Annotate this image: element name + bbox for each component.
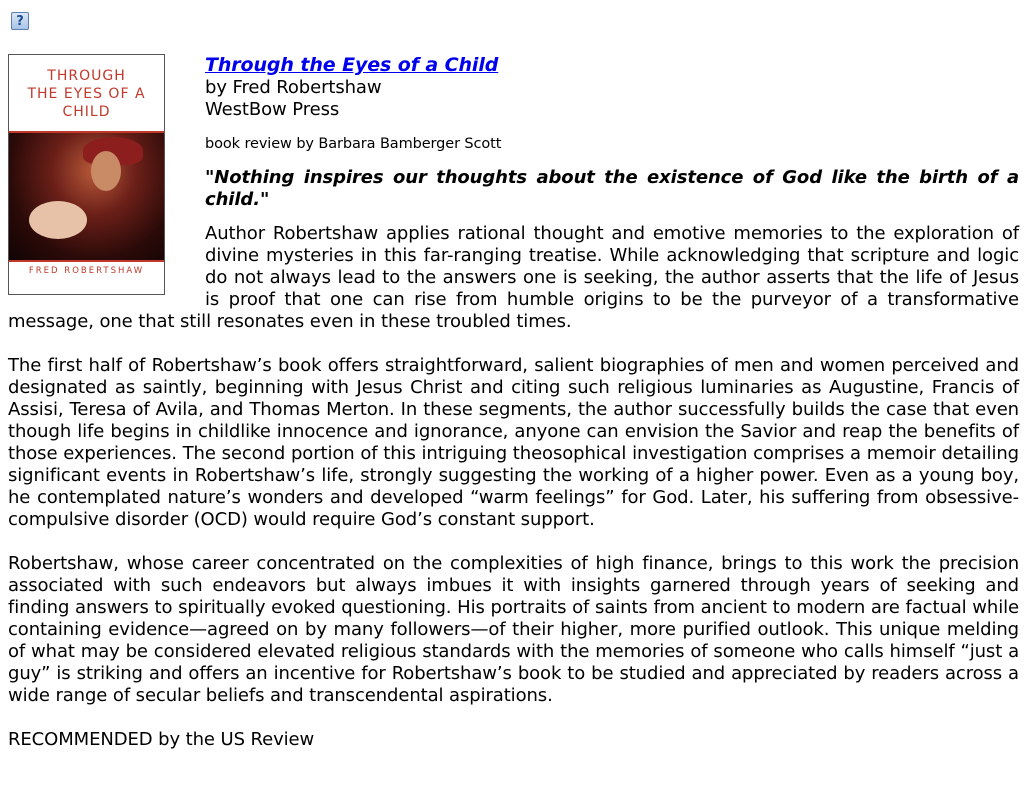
cover-title — [9, 67, 164, 121]
cover-photo — [9, 133, 164, 260]
recommendation: RECOMMENDED by the US Review — [8, 729, 315, 750]
book-title-link[interactable]: Through the Eyes of a Child — [205, 54, 499, 76]
cover-photo-mother — [91, 151, 121, 191]
cover-title-line: THE EYES OF A — [27, 86, 146, 102]
book-cover-image — [8, 54, 165, 295]
cover-author: FRED ROBERTSHAW — [28, 266, 145, 276]
book-author: by Fred Robertshaw — [205, 77, 382, 98]
book-publisher: WestBow Press — [205, 99, 340, 120]
review-paragraph: Author Robertshaw applies rational thought and emotive memories to the exploration of divine mysteries in this far-ranging treatise. While acknowledging that scripture and logic do not always lead to the answers one is seeking, the author asserts that the life of Jesus is proof that one can rise from humble origins to be the purveyor of a transformative message, one that still resonates even in these troubled times. — [8, 223, 1019, 332]
cover-title-line: THROUGH — [47, 68, 126, 84]
help-glyph: ? — [16, 13, 24, 29]
cover-title-line: CHILD — [62, 104, 111, 120]
reviewer-byline: book review by Barbara Bamberger Scott — [205, 136, 502, 152]
question-mark-icon[interactable] — [11, 12, 29, 30]
pull-quote: "Nothing inspires our thoughts about the existence of God like the birth of a child." — [205, 167, 1019, 210]
cover-photo-baby — [29, 201, 87, 239]
review-paragraph: The first half of Robertshaw’s book offers straightforward, salient biographies of men and women perceived and designated as saintly, beginning with Jesus Christ and citing such religious luminaries as Augustine, Francis of Assisi, Teresa of Avila, and Thomas Merton. In these segments, the author successfully builds the case that even though life begins in childlike innocence and ignorance, anyone can envision the Savior and reap the benefits of those experiences. The second portion of this intriguing theosophical investigation comprises a memoir detailing significant events in Robertshaw’s life, strongly suggesting the working of a higher power. Even as a young boy, he contemplated nature’s wonders and developed “warm feelings” for God. Later, his suffering from obsessive-compulsive disorder (OCD) would require God’s constant support. — [8, 355, 1019, 530]
book-review — [8, 54, 1019, 773]
review-paragraph: Robertshaw, whose career concentrated on the complexities of high finance, brings to this work the precision associated with such endeavors but always imbues it with insights garnered through years of seeking and finding answers to spiritually evoked questioning. His portraits of saints from ancient to modern are factual while containing evidence—agreed on by many followers—of their higher, more purified outlook. This unique melding of what may be considered elevated religious standards with the memories of someone who calls himself “just a guy” is striking and offers an incentive for Robertshaw’s book to be studied and appreciated by readers across a wide range of secular beliefs and transcendental aspirations. — [8, 553, 1019, 706]
